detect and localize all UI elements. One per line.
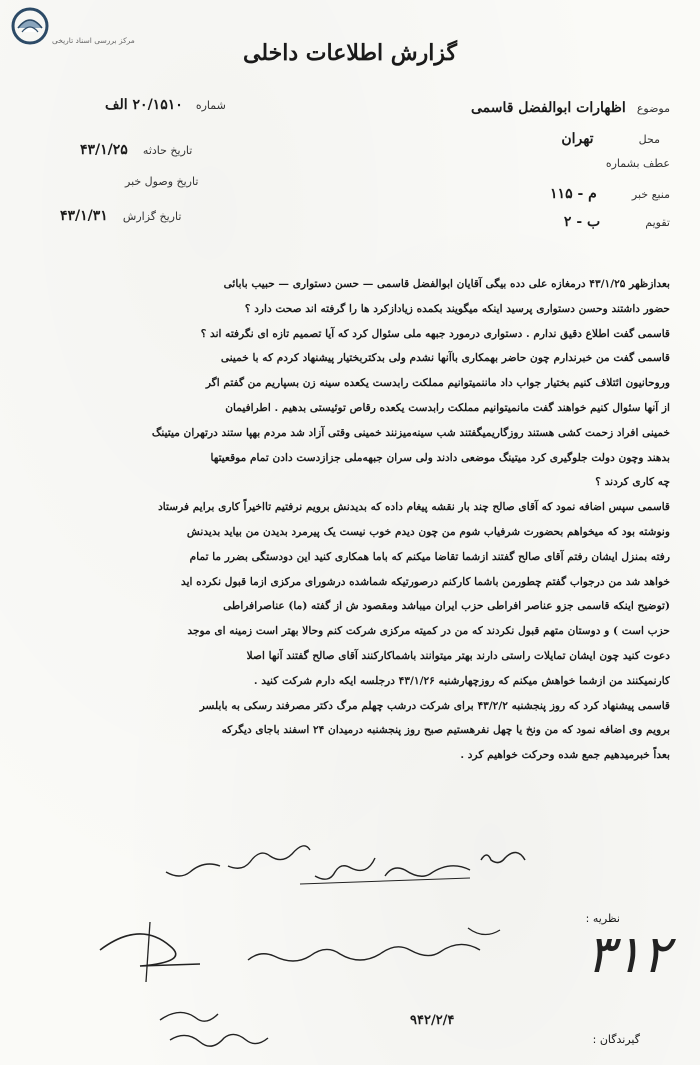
header-mahal [561, 128, 660, 147]
stamp-number-area [570, 925, 670, 995]
header-tarikh-vosul [125, 170, 198, 189]
logo-text: مرکز بررسی اسناد تاریخی [52, 36, 135, 45]
initials-scribble [150, 1000, 290, 1055]
mozu-label: موضوع [636, 102, 670, 115]
report-line: حضور داشتند وحسن دستواری پرسید اینکه میگویند بکمده زیادازکرد ها را گرفته اند صحت دارد ؟ [244, 302, 670, 315]
header-tarikh-gozaresh [60, 205, 181, 224]
report-line: قاسمی پیشنهاد کرد که روز پنجشنبه ۴۳/۲/۲ برای شرکت درشب چهلم مرگ دکتر مصرفند رسکی به بابلسر [199, 699, 670, 712]
taqvim-label: تقویم [645, 216, 670, 229]
mozu-value: اظهارات ابوالفضل قاسمی [470, 100, 626, 116]
tarikh-gozaresh-value: ۴۳/۱/۳۱ [60, 208, 108, 224]
tarikh-vosul-label: تاریخ وصول خبر [125, 175, 199, 188]
report-line: رفته بمنزل ایشان رفتم آقای صالح گفتند ازشما تقاضا میکنم که باما همکاری کنید این دودستگی بضرر ما تمام [189, 550, 670, 563]
nazarie-label: نظریه : [585, 912, 620, 925]
report-line: خواهد شد من درجواب گفتم چطورمن باشما کارکنم درصورتیکه شماشده درشورای مرکزی ازما قبول نکرده اید [181, 575, 670, 588]
tarikh-hadese-label: تاریخ حادثه [142, 144, 193, 157]
report-line: بدهند وچون دولت جلوگیری کرد میتینگ موضعی دادند ولی سران جبهه‌ملی جزازدست دادن تمام موقعیتها [210, 451, 670, 464]
shomare-value: ۲۰/۱۵۱۰ الف [105, 97, 183, 113]
report-line: حزب است ) و دوستان متهم قبول نکردند که من در کمیته مرکزی شرکت کنم وحالا بهتر است زمینه ای موجد [187, 625, 670, 638]
report-body [50, 272, 670, 768]
header-mozu [471, 97, 670, 116]
report-line: دعوت کنید چون ایشان تمایلات راستی دارند بهتر میتوانند باشماکارکنند آقای صالح گفتند آنها اصلا [246, 649, 670, 662]
girandegan-label: گیرندگان : [592, 1033, 640, 1046]
report-line: بعداً خبرمیدهیم جمع شده وحرکت خواهیم کرد . [460, 749, 670, 762]
report-line: چه کاری کردند ؟ [595, 476, 670, 489]
signature-scribble [80, 910, 580, 990]
report-line: قاسمی گفت اطلاع دقیق ندارم . دستواری درمورد جبهه ملی سئوال کرد که آیا تصمیم تازه ای نگرفته اند ؟ [200, 327, 670, 340]
report-line: از آنها سئوال کنیم خواهند گفت مانمیتوانیم مملکت رابدست یکعده رقاص توئیستی بدهیم . اطرافیمان [225, 401, 670, 414]
manba-value: م - ۱۱۵ [550, 186, 597, 202]
atf-label: عطف بشماره [605, 157, 670, 170]
report-line: ونوشته بود که میخواهم بحضورت شرفیاب شوم من چون دیدم خوب نیست یک پیرمرد بدیدن من بیاید بدیدنش [186, 525, 670, 538]
report-line: برویم وی اضافه نمود که من ونخ یا چهل نفرهستیم صبح روز پنجشنبه درمیدان ۲۴ اسفند باجای دیگرکه [221, 724, 670, 737]
report-line: (توضیح اینکه قاسمی جزو عناصر افراطی حزب ایران میباشد ومقصود ش از گفته (ما) عناصرافراطی [223, 600, 670, 613]
report-line: خمینی افراد زحمت کشی هستند روزگاریمیگفتند شب سینه‌میزنند خمینی وقتی آزاد شد مردم بهپا ستند درتهران میتینگ [151, 426, 670, 439]
report-line: وروحانیون ائتلاف کنیم بختیار جواب داد ماننمیتوانیم مملکت رابدست یکعده سینه زن بسپاریم من گفتم اگر [205, 377, 670, 390]
handwritten-note-scribble [120, 830, 560, 905]
report-line: قاسمی گفت من خبرندارم چون حاضر بهمکاری باآنها نشدم ولی بدکتربختیار پیشنهاد کردم که با خمینی [220, 352, 670, 365]
tarikh-hadese-value: ۴۳/۱/۲۵ [80, 142, 128, 158]
header-taqvim [564, 211, 670, 230]
header-shomare [105, 94, 226, 113]
manba-label: منبع خبر [631, 188, 670, 201]
document-title: گزارش اطلاعات داخلی [243, 40, 457, 66]
tarikh-gozaresh-label: تاریخ گزارش [122, 210, 182, 223]
header-atf [606, 152, 670, 171]
stamp-number: ۳۱۲ [586, 925, 670, 985]
report-line: قاسمی سپس اضافه نمود که آقای صالح چند بار نقشه پیغام داده که بدیدنش برویم نرفتیم تااخیراً کاری برایم فرستاد [158, 501, 670, 514]
taqvim-value: ب - ۲ [563, 214, 601, 230]
footer-number: ۹۴۲/۲/۴ [410, 1013, 455, 1028]
header-tarikh-hadese [80, 139, 192, 158]
shomare-label: شماره [195, 99, 226, 112]
report-line: کارنمیکنند من ازشما خواهش میکنم که روزچهارشنبه ۴۳/۱/۲۶ درجلسه ایکه دارم شرکت کنید . [253, 674, 670, 687]
mahal-value: تهران [561, 131, 594, 147]
header-manba [550, 183, 670, 202]
mahal-label: محل [638, 133, 660, 146]
report-line: بعدازظهر ۴۳/۱/۲۵ درمغازه علی دده بیگی آقایان ابوالفضل قاسمی — حسن دستواری — حبیب بابائی [223, 278, 670, 290]
